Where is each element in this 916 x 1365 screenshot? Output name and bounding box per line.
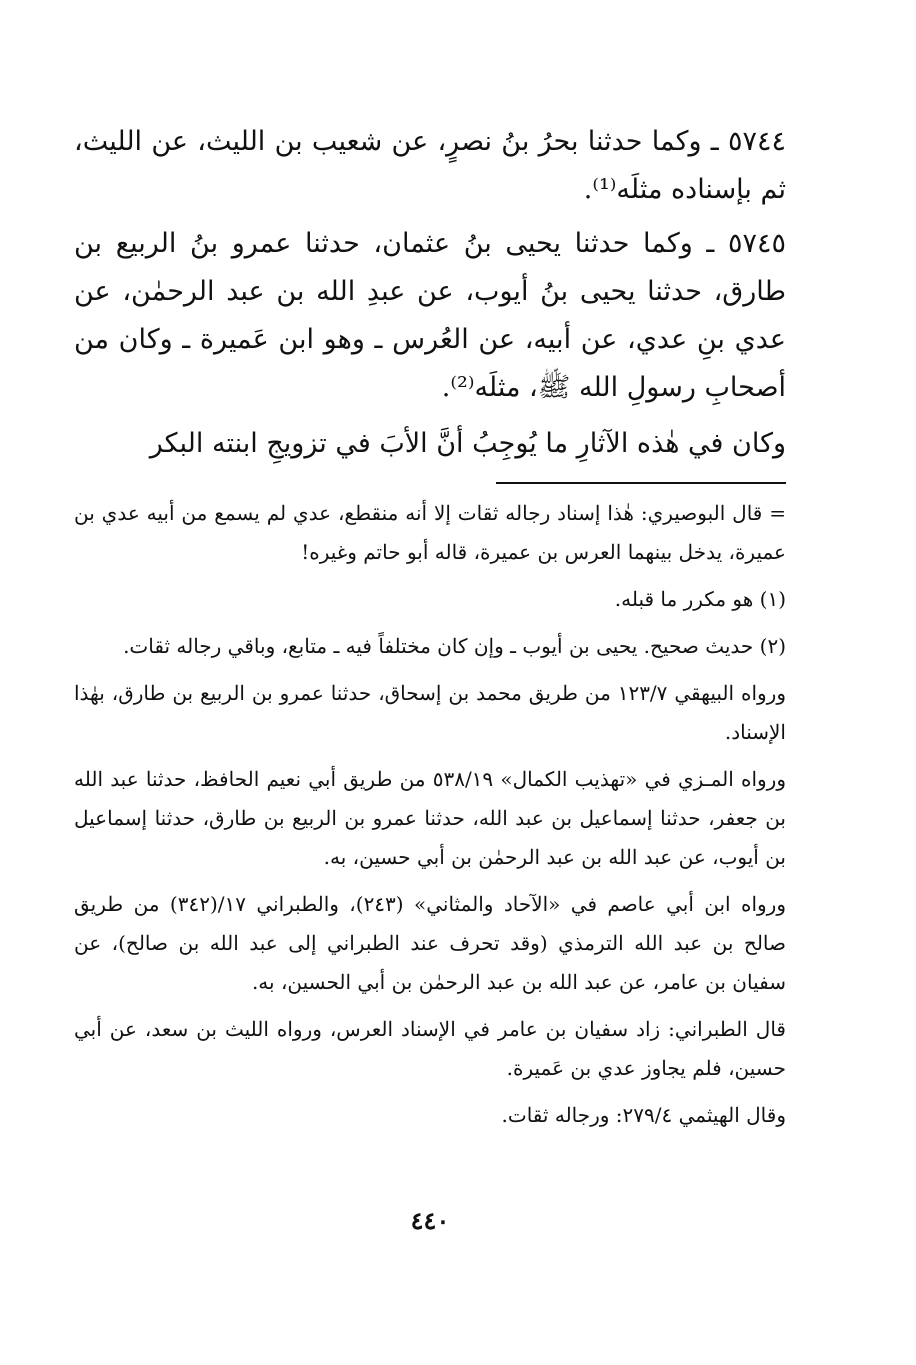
footnote-continued: = قال البوصيري: هٰذا إسناد رجاله ثقات إلا أنه منقطع، عدي لم يسمع من أبيه عدي بن عميرة، يدخل بينهما العرس بن عميرة، قاله أبو حاتم وغيره! [74, 501, 786, 564]
footnote-2-ibn-abi-asim: ورواه ابن أبي عاصم في «الآحاد والمثاني» (٢٤٣)، والطبراني ١٧/(٣٤٢) من طريق صالح بن عبد الله الترمذي (وقد تحرف عند الطبراني إلى عبد الله بن صالح)، عن سفيان بن عامر، عن عبد الله بن عبد الرحمٰن بن أبي الحسين، به. [74, 892, 786, 994]
page [74, 118, 786, 1325]
page-number: ٤٤٠ [410, 1206, 450, 1235]
footnote-divider [496, 482, 786, 484]
footnote-1: (١) هو مكرر ما قبله. [614, 587, 786, 611]
footnotes [74, 494, 786, 1135]
main-paragraph: وكان في هٰذه الآثارِ ما يُوجِبُ أنَّ الأبَ في تزويجِ ابنته البكر [149, 428, 786, 459]
footnote-2-tabarani: قال الطبراني: زاد سفيان بن عامر في الإسناد العرس، ورواه الليث بن سعد، عن أبي حسين، فلم يجاوز عدي بن عَميرة. [74, 1017, 786, 1080]
footnote-2: (٢) حديث صحيح. يحيى بن أيوب ـ وإن كان مختلفاً فيه ـ متابع، وباقي رجاله ثقات. [123, 634, 786, 658]
hadith-5745: ٥٧٤٥ ـ وكما حدثنا يحيى بنُ عثمان، حدثنا عمرو بنُ الربيع بن طارق، حدثنا يحيى بنُ أيوب، عن عبدِ الله بن عبد الرحمٰن، عن عدي بنِ عدي، عن أبيه، عن العُرس ـ وهو ابن عَميرة ـ وكان من أصحابِ رسولِ الله ﷺ، مثلَه⁽²⁾. [74, 228, 786, 403]
main-text [74, 118, 786, 468]
footnote-2-mizzi: ورواه المـزي في «تهذيب الكمال» ٥٣٨/١٩ من طريق أبي نعيم الحافظ، حدثنا عبد الله بن جعفر، حدثنا إسماعيل بن عبد الله، حدثنا عمرو بن الربيع بن طارق، حدثنا إسماعيل بن أيوب، عن عبد الله بن عبد الرحمٰن بن أبي حسين، به. [74, 767, 786, 869]
hadith-5744: ٥٧٤٤ ـ وكما حدثنا بحرُ بنُ نصرٍ، عن شعيب بن الليث، عن الليث، ثم بإسناده مثلَه⁽¹⁾. [74, 126, 786, 205]
footnote-2-bayhaqi: ورواه البيهقي ١٢٣/٧ من طريق محمد بن إسحاق، حدثنا عمرو بن الربيع بن طارق، بهٰذا الإسناد. [74, 681, 787, 744]
footnote-2-haythami: وقال الهيثمي ٢٧٩/٤: ورجاله ثقات. [501, 1103, 786, 1127]
